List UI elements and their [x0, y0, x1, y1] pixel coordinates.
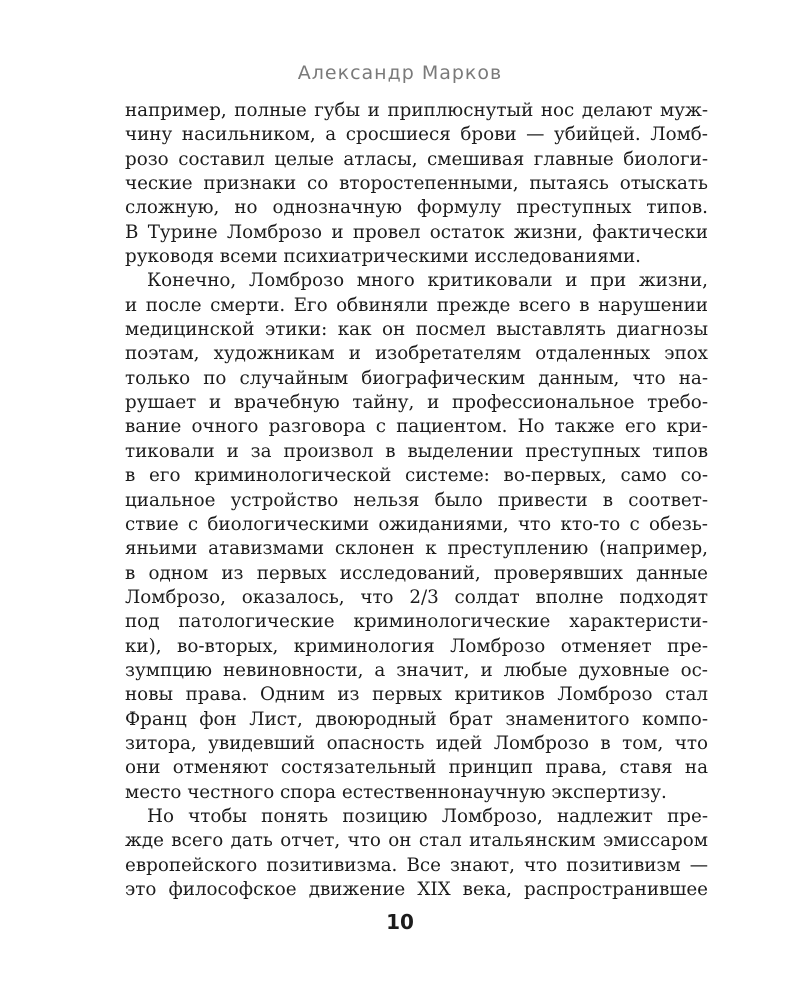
text-line: новы права. Одним из первых критиков Ломброзо стал: [125, 684, 708, 706]
text-line: в его криминологической системе: во-первых, само со-: [125, 465, 708, 487]
text-line: рушает и врачебную тайну, и профессиональное требо-: [125, 392, 708, 414]
text-line: руководя всеми психиатрическими исследованиями.: [125, 246, 641, 268]
text-line: зумпцию невиновности, а значит, и любые духовные ос-: [125, 659, 708, 681]
body-text: [125, 99, 708, 902]
text-line: например, полные губы и приплюснутый нос делают муж-: [125, 100, 708, 121]
text-line: чину насильником, а сросшиеся брови — убийцей. Ломб-: [125, 124, 708, 146]
page-number: 10: [386, 910, 414, 934]
text-line: европейского позитивизма. Все знают, что позитивизм —: [125, 854, 708, 876]
text-line: яньими атавизмами склонен к преступлению (например,: [125, 538, 708, 560]
text-line: тиковали и за произвол в выделении преступных типов: [125, 440, 708, 462]
text-line: ствие с биологическими ожиданиями, что кто-то с обезь-: [125, 513, 708, 535]
text-line: В Турине Ломброзо и провел остаток жизни, фактически: [125, 221, 708, 243]
text-line: вание очного разговора с пациентом. Но также его кри-: [125, 416, 708, 438]
text-line: только по случайным биографическим данным, что на-: [125, 367, 708, 389]
text-line: сложную, но однозначную формулу преступных типов.: [125, 197, 708, 219]
text-line: в одном из первых исследований, проверявших данные: [125, 562, 708, 584]
text-line: циальное устройство нельзя было привести в соответ-: [125, 489, 708, 511]
text-line: жде всего дать отчет, что он стал итальянским эмиссаром: [125, 830, 708, 852]
text-line: зитора, увидевший опасность идей Ломброзо в том, что: [125, 732, 708, 754]
text-line: под патологические криминологические характеристи-: [125, 611, 708, 633]
text-line: они отменяют состязательный принцип права, ставя на: [125, 757, 708, 779]
running-head-author: Александр Марков: [297, 62, 503, 84]
text-line: розо составил целые атласы, смешивая главные биологи-: [125, 148, 708, 170]
text-line: Ломброзо, оказалось, что 2/3 солдат вполне подходят: [125, 586, 708, 608]
text-line: Конечно, Ломброзо много критиковали и при жизни,: [147, 270, 708, 292]
text-line: и после смерти. Его обвиняли прежде всего в нарушении: [125, 294, 708, 316]
text-line: ческие признаки со второстепенными, пытаясь отыскать: [125, 173, 708, 195]
text-line: Франц фон Лист, двоюродный брат знаменитого компо-: [125, 708, 708, 730]
text-line: Но чтобы понять позицию Ломброзо, надлежит пре-: [147, 805, 708, 827]
text-line: это философское движение XIX века, распространившее: [125, 879, 708, 900]
text-line: медицинской этики: как он посмел выставлять диагнозы: [125, 319, 708, 341]
text-line: поэтам, художникам и изобретателям отдаленных эпох: [125, 343, 708, 365]
text-line: место честного спора естественнонаучную экспертизу.: [125, 781, 667, 803]
text-line: ки), во-вторых, криминология Ломброзо отменяет пре-: [125, 635, 708, 657]
